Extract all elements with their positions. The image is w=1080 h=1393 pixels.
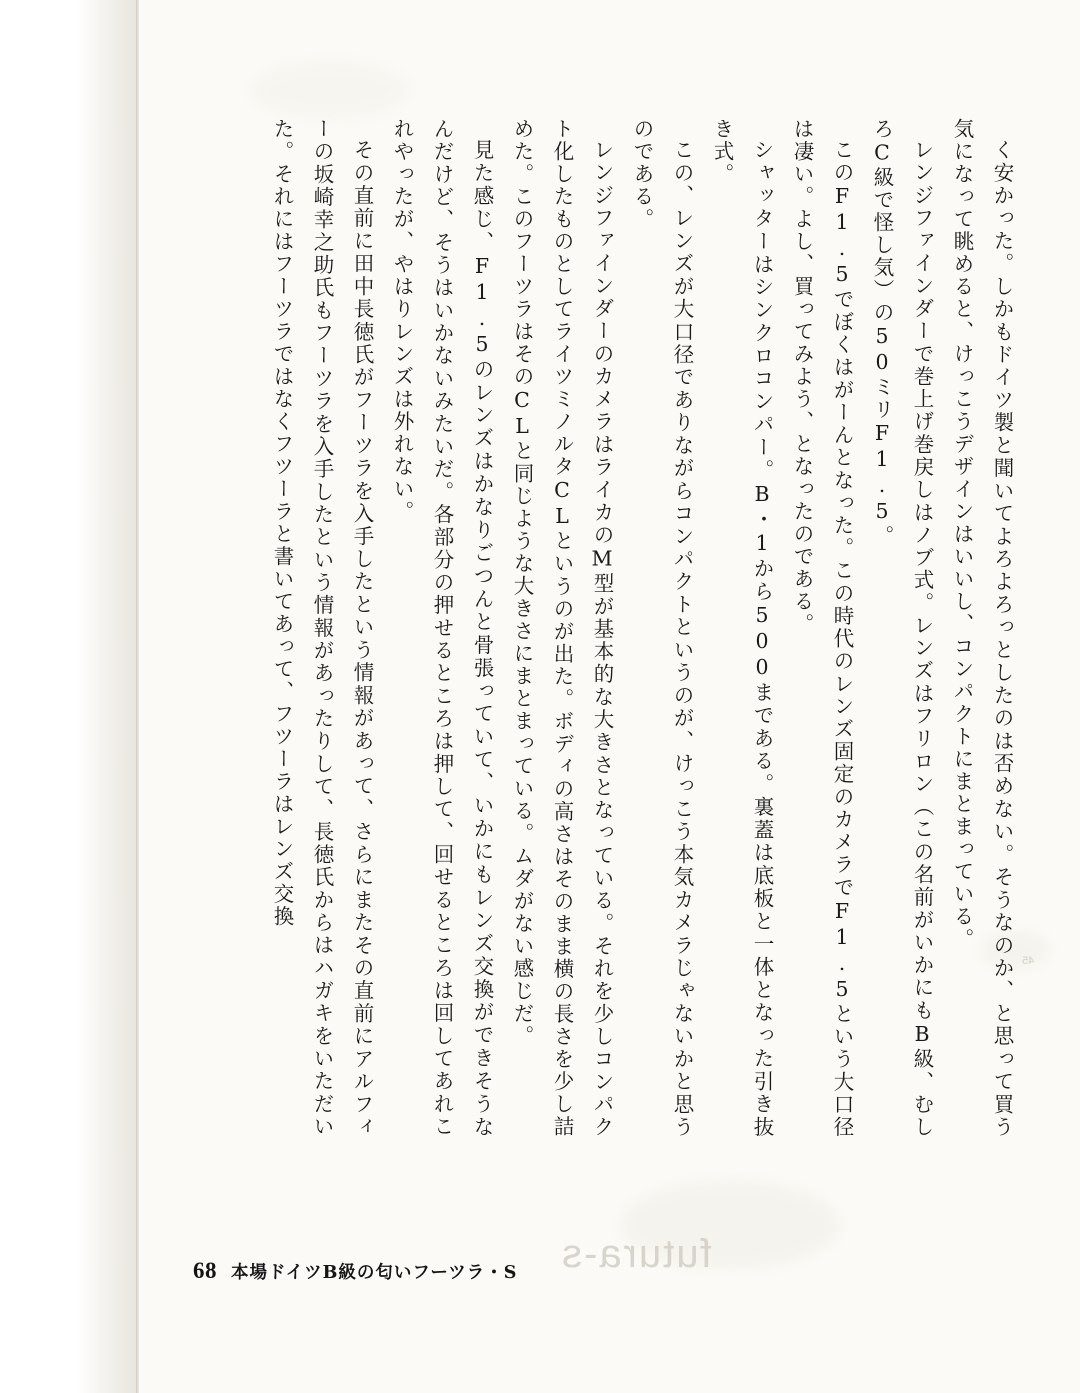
showthrough-ghost-mark: 45 — [1022, 955, 1035, 967]
paragraph: その直前に田中長徳氏がフーツラを入手したという情報があって、さらにまたその直前にアルフィーの坂崎幸之助氏もフーツラを入手したという情報があったりして、長徳氏からはハガキをいただいた。それにはフーツラではなくフツーラと書いてあって、フツーラはレンズ交換 — [270, 118, 374, 1139]
body-text-vertical — [122, 118, 1022, 1138]
paragraph: レンジファインダーのカメラはライカのM型が基本的な大きさとなっている。それを少しコンパクト化したものとしてライツミノルタCLというのが出た。ボディの高さはそのまま横の長さを少し詰めた。このフーツラはそのCLと同じような大きさにまとまっている。ムダがない感じだ。 — [510, 118, 614, 1139]
page-number: 68 — [193, 1258, 217, 1283]
paragraph: 見た感じ、F1.5のレンズはかなりごつんと骨張っていて、いかにもレンズ交換ができそうなんだけど、そうはいかないみたいだ。各部分の押せるところは押して、回せるところは回してあれこれやったが、やはりレンズは外れない。 — [390, 118, 494, 1138]
page-footer — [193, 1258, 517, 1284]
paragraph: この、レンズが大口径でありながらコンパクトというのが、けっこう本気カメラじゃないかと思うのである。 — [630, 118, 694, 1138]
paper-blemish — [250, 60, 410, 120]
book-gutter-shadow — [0, 0, 138, 1393]
showthrough-ghost-text: futura-s — [560, 1232, 712, 1276]
paragraph: シャッターはシンクロコンパー。B・1から500まである。裏蓋は底板と一体となった引き抜き式。 — [710, 118, 774, 1138]
paragraph: く安かった。しかもドイツ製と聞いてよろよろっとしたのは否めない。そうなのか、と思って買う気になって眺めると、けっこうデザインはいいし、コンパクトにまとまっている。 — [950, 118, 1014, 1138]
running-title: 本場ドイツB級の匂いフーツラ・S — [231, 1263, 518, 1283]
paragraph: このF1.5でぼくはがーんとなった。この時代のレンズ固定のカメラでF1.5という大口径は凄い。よし、買ってみよう、となったのである。 — [790, 118, 854, 1138]
paragraph: レンジファインダーで巻上げ巻戻しはノブ式。レンズはフリロン（この名前がいかにもB級、むしろC級で怪し気）の50ミリF1.5。 — [870, 118, 934, 1138]
